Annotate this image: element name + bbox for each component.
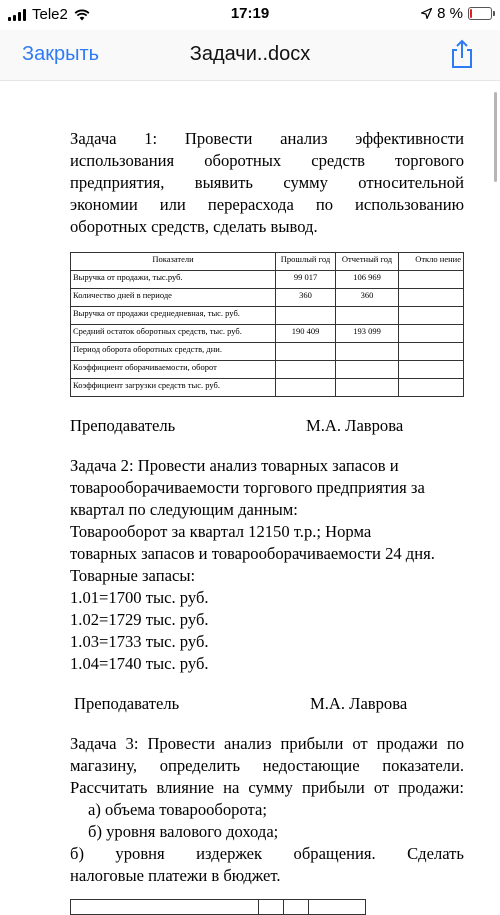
- signature-line: [70, 693, 464, 715]
- status-bar: [0, 0, 500, 30]
- task3-text: [70, 733, 464, 887]
- text-line: налоговые платежи в бюджет.: [70, 866, 281, 885]
- table-cell: 360: [276, 289, 336, 307]
- efficiency-table: [70, 252, 464, 397]
- table-row: [71, 289, 464, 307]
- text-line: Задача 2: Провести анализ товарных запасов и: [70, 456, 399, 475]
- table-cell: 99 017: [276, 271, 336, 289]
- text-line: 1.02=1729 тыс. руб.: [70, 610, 209, 629]
- text-line: Задача 1: Провести анализ эффективности: [70, 129, 464, 148]
- table-cell: [336, 379, 399, 397]
- table-cell: [399, 325, 464, 343]
- signature-role: Преподаватель: [74, 694, 180, 713]
- text-line: товарооборачиваемости торгового предприятия за: [70, 478, 425, 497]
- table-cell: [336, 361, 399, 379]
- text-line: Товарные запасы:: [70, 566, 196, 585]
- table-header: Отчетный год: [336, 253, 399, 271]
- table-cell: [399, 307, 464, 325]
- scrollbar[interactable]: [494, 92, 497, 182]
- table-cell: [276, 343, 336, 361]
- table-cell: [284, 900, 309, 915]
- table-row: [71, 900, 366, 915]
- document-content: [70, 128, 464, 915]
- text-line: использования оборотных средств торгового: [70, 151, 464, 170]
- text-line: Товарооборот за квартал 12150 т.р.; Норма: [70, 522, 372, 541]
- table-cell: [259, 900, 284, 915]
- table-header-row: [71, 253, 464, 271]
- table-cell: [399, 361, 464, 379]
- task1-text: [70, 128, 464, 238]
- signature-line: [70, 415, 464, 437]
- table-row: [71, 271, 464, 289]
- table-cell: [399, 379, 464, 397]
- table-cell: 106 969: [336, 271, 399, 289]
- table-cell: [399, 289, 464, 307]
- share-icon[interactable]: [448, 39, 476, 69]
- table-cell: [336, 343, 399, 361]
- table-row: [71, 325, 464, 343]
- signature-name: М.А. Лаврова: [310, 694, 408, 713]
- text-line: Рассчитать влияние на сумму прибыли от продажи:: [70, 778, 464, 797]
- text-line: экономии или перерасхода по использованию: [70, 195, 464, 214]
- table-cell: [276, 361, 336, 379]
- table-cell: Выручка от продажи, тыс.руб.: [71, 271, 276, 289]
- table-cell: 360: [336, 289, 399, 307]
- table-cell: 190 409: [276, 325, 336, 343]
- document-title: Задачи..docx: [189, 43, 311, 65]
- table-cell: [336, 307, 399, 325]
- table-cell: Период оборота оборотных средств, дни.: [71, 343, 276, 361]
- text-line: 1.04=1740 тыс. руб.: [70, 654, 209, 673]
- table-row: [71, 307, 464, 325]
- table-row: [71, 343, 464, 361]
- table-cell: [399, 271, 464, 289]
- text-line: предприятия, выявить сумму относительной: [70, 173, 464, 192]
- list-item: б) уровня валового дохода;: [88, 822, 279, 841]
- list-item: а) объема товарооборота;: [88, 800, 267, 819]
- battery-percent: 8 %: [437, 5, 463, 22]
- text-line: магазину, определить недостающие показатели.: [70, 756, 464, 775]
- text-line: квартал по следующим данным:: [70, 500, 298, 519]
- table-cell: [399, 343, 464, 361]
- table-cell: [276, 307, 336, 325]
- list-item: б) уровня издержек обращения. Сделать: [70, 844, 464, 863]
- table-cell: Коэффициент загрузки средств тыс. руб.: [71, 379, 276, 397]
- table-cell: [71, 900, 259, 915]
- text-line: Задача 3: Провести анализ прибыли от продажи по: [70, 734, 464, 753]
- text-line: 1.01=1700 тыс. руб.: [70, 588, 209, 607]
- table-cell: [276, 379, 336, 397]
- close-button[interactable]: Закрыть: [22, 43, 100, 65]
- location-arrow-icon: [421, 8, 432, 19]
- table-cell: 193 099: [336, 325, 399, 343]
- signature-role: Преподаватель: [70, 416, 176, 435]
- clock: 17:19: [230, 5, 270, 22]
- table-cell: Количество дней в периоде: [71, 289, 276, 307]
- text-line: оборотных средств, сделать вывод.: [70, 217, 318, 236]
- navigation-bar: [0, 30, 500, 81]
- table-header: Показатели: [71, 253, 276, 271]
- profit-table: [70, 899, 366, 915]
- table-header: Откло нение: [399, 253, 464, 271]
- table-cell: Выручка от продажи среднедневная, тыс. руб.: [71, 307, 276, 325]
- table-cell: [309, 900, 366, 915]
- status-right: [421, 5, 492, 22]
- carrier-label: Tele2: [32, 6, 68, 23]
- table-row: [71, 361, 464, 379]
- table-row: [71, 379, 464, 397]
- table-cell: Средний остаток оборотных средств, тыс. руб.: [71, 325, 276, 343]
- battery-icon: [468, 7, 492, 20]
- text-line: 1.03=1733 тыс. руб.: [70, 632, 209, 651]
- task2-text: [70, 455, 464, 675]
- text-line: товарных запасов и товарооборачиваемости 24 дня.: [70, 544, 435, 563]
- signature-name: М.А. Лаврова: [306, 416, 404, 435]
- table-cell: Коэффициент оборачиваемости, оборот: [71, 361, 276, 379]
- table-header: Прошлый год: [276, 253, 336, 271]
